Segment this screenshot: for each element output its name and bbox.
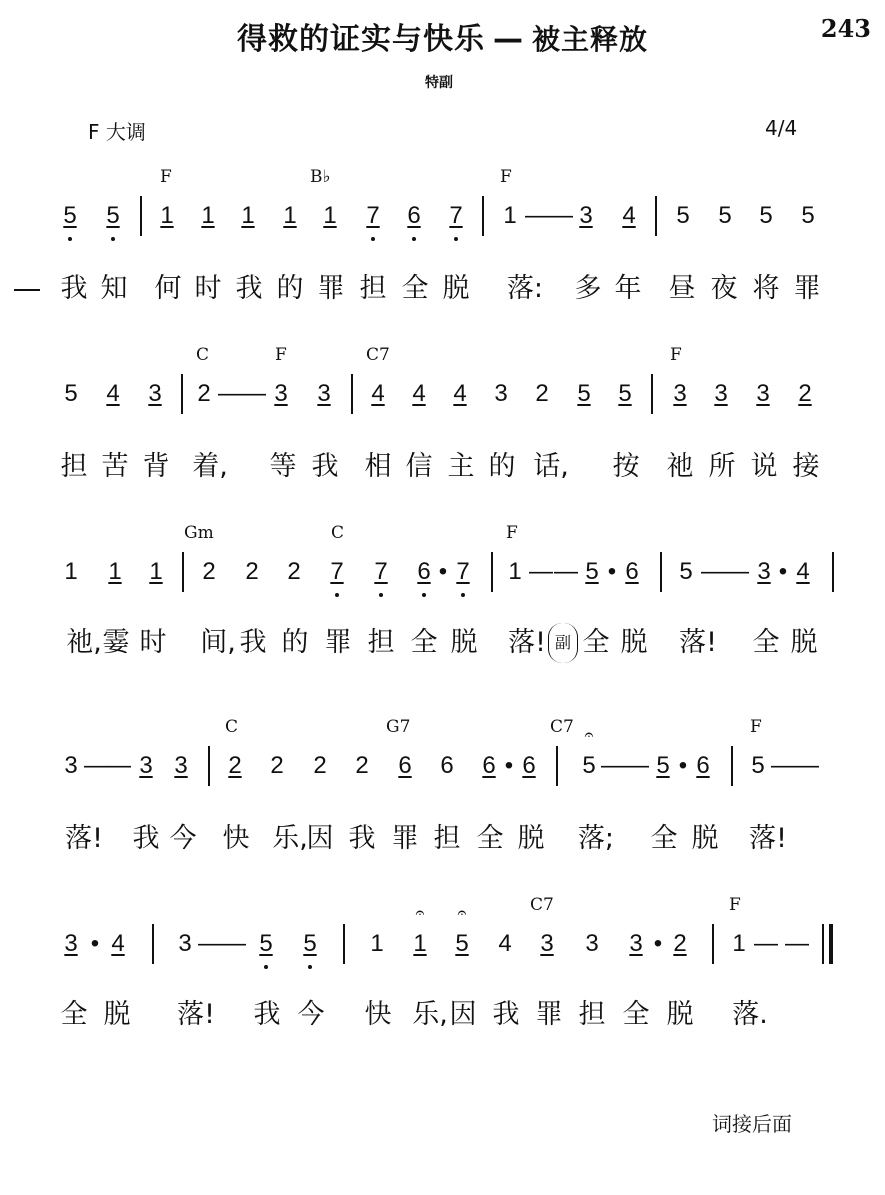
note: 2 (270, 752, 284, 779)
barline (152, 924, 154, 964)
chord-symbol: C7 (550, 717, 574, 737)
lyric: 因 (306, 823, 334, 854)
note: 7 (444, 202, 468, 230)
chord-symbol: C (196, 345, 210, 365)
note: 5 (585, 558, 599, 585)
lyric: 落. (732, 999, 768, 1030)
note: 6 (696, 752, 710, 779)
note: 5 (751, 752, 765, 779)
lyric: 全 (650, 823, 678, 854)
note: 1 (508, 558, 522, 585)
note: 3 (139, 752, 153, 779)
final-barline (829, 924, 833, 964)
barline (482, 196, 484, 236)
note: 3 (178, 930, 192, 957)
lyric: 脱 (666, 999, 694, 1030)
attribution: 特副 (425, 75, 453, 91)
lyric: 话, (533, 451, 569, 482)
lyric: 我 (253, 999, 281, 1030)
lyric: 担 (367, 627, 395, 658)
note: 4 (412, 380, 426, 407)
note: 6 (412, 558, 436, 586)
lyric: 信 (405, 451, 433, 482)
lyric: 着, (192, 451, 228, 482)
note: 2 (197, 380, 211, 407)
lyric: 我 (311, 451, 339, 482)
dot: • (438, 558, 448, 585)
note: 5 (101, 202, 125, 230)
note: 1 (160, 202, 174, 229)
note: 5 (58, 202, 82, 230)
lyric: 乐, (272, 823, 308, 854)
chord-symbol: F (160, 167, 172, 187)
lyric: 年 (614, 273, 642, 304)
note: 5 (718, 202, 732, 229)
lyric: 脱 (517, 823, 545, 854)
final-barline (822, 924, 824, 964)
note: 5 (64, 380, 78, 407)
note: 1 (370, 930, 384, 957)
lyric: 脱 (103, 999, 131, 1030)
chord-symbol: F (750, 717, 762, 737)
note: 7 (361, 202, 385, 230)
lyric: 全 (60, 999, 88, 1030)
lyric: 全 (476, 823, 504, 854)
note: 1 (413, 930, 427, 957)
lyric: 脱 (442, 273, 470, 304)
page-title (0, 14, 885, 58)
note: 2 (798, 380, 812, 407)
note: 4 (371, 380, 385, 407)
note: 1 (149, 558, 163, 585)
lyric: 快 (222, 823, 250, 854)
lyric: 担 (433, 823, 461, 854)
lyric: 主 (447, 451, 475, 482)
chord-symbol: C (225, 717, 239, 737)
lyric: 今 (297, 999, 325, 1030)
barline (651, 374, 653, 414)
lyric: 昼 (668, 273, 696, 304)
lyric: 我 (132, 823, 160, 854)
note: 2 (228, 752, 242, 779)
lyric: 全 (410, 627, 438, 658)
note: 5 (656, 752, 670, 779)
note: 3 (317, 380, 331, 407)
note: 1 (201, 202, 215, 229)
note: 7 (451, 558, 475, 586)
fermata-icon: 𝄐 (415, 903, 425, 922)
song-title: 得救的证实与快乐 (236, 22, 485, 57)
lyric: 担 (359, 273, 387, 304)
note: 3 (756, 380, 770, 407)
note: 4 (453, 380, 467, 407)
barline (351, 374, 353, 414)
barline (655, 196, 657, 236)
note: 6 (482, 752, 496, 779)
note: 3 (148, 380, 162, 407)
chord-symbol: F (729, 895, 741, 915)
barline (712, 924, 714, 964)
lyric: 我 (492, 999, 520, 1030)
note: 4 (622, 202, 636, 229)
dot: • (504, 752, 514, 779)
lyric: 全 (622, 999, 650, 1030)
note: 1 (241, 202, 255, 229)
dash: — (725, 558, 749, 585)
chord-symbol: F (500, 167, 512, 187)
lyric: 苦 (101, 451, 129, 482)
dash: — (84, 752, 108, 779)
note: 5 (298, 930, 322, 958)
chord-symbol: C7 (366, 345, 390, 365)
dash: — (795, 752, 819, 779)
dash: — (198, 930, 222, 957)
dash: — (701, 558, 725, 585)
lyric: 落! (508, 627, 546, 658)
lyric: 将 (752, 273, 780, 304)
note: 2 (245, 558, 259, 585)
lyric: 祂 (666, 451, 694, 482)
lyric: 落: (506, 273, 544, 304)
dash: — (625, 752, 649, 779)
lyric: 落! (679, 627, 717, 658)
lyric: 担 (578, 999, 606, 1030)
lyric: 罪 (793, 273, 821, 304)
note: 3 (757, 558, 771, 585)
barline (181, 374, 183, 414)
note: 5 (676, 202, 690, 229)
lyric: 我 (60, 273, 88, 304)
note: 5 (759, 202, 773, 229)
lyric: 罪 (324, 627, 352, 658)
chord-symbol: F (506, 523, 518, 543)
dash: — (242, 380, 266, 407)
barline (832, 552, 834, 592)
lyric: 快 (364, 999, 392, 1030)
dash: — (601, 752, 625, 779)
barline (343, 924, 345, 964)
note: 3 (274, 380, 288, 407)
barline (731, 746, 733, 786)
barline (140, 196, 142, 236)
lyric: 落! (65, 823, 103, 854)
lyric: 等 (269, 451, 297, 482)
dash: — (549, 202, 573, 229)
note: 2 (313, 752, 327, 779)
note: 3 (494, 380, 508, 407)
lyric: 知 (100, 273, 128, 304)
note: 5 (801, 202, 815, 229)
refrain-marker: 副 (548, 623, 578, 663)
note: 5 (455, 930, 469, 957)
lyric: 落! (749, 823, 787, 854)
note: 1 (64, 558, 78, 585)
lyric: 罪 (317, 273, 345, 304)
note: 1 (503, 202, 517, 229)
note: 7 (325, 558, 349, 586)
note: 6 (402, 202, 426, 230)
lyric: 所 (708, 451, 736, 482)
dash: — (529, 558, 553, 585)
lyric: 落! (177, 999, 215, 1030)
lyric: 的 (281, 627, 309, 658)
note: 2 (355, 752, 369, 779)
note: 3 (579, 202, 593, 229)
lyric: 落; (577, 823, 615, 854)
lyric: 相 (364, 451, 392, 482)
page-number: 243 (820, 14, 871, 43)
note: 3 (64, 930, 78, 957)
note: 6 (522, 752, 536, 779)
lyric: 间, (200, 627, 236, 658)
note: 3 (673, 380, 687, 407)
note: 1 (732, 930, 746, 957)
note: 4 (796, 558, 810, 585)
note: 6 (440, 752, 454, 779)
lyric: 脱 (450, 627, 478, 658)
lyric: 全 (401, 273, 429, 304)
dot: • (653, 930, 663, 957)
note: 1 (283, 202, 297, 229)
note: 2 (673, 930, 687, 957)
note: 4 (106, 380, 120, 407)
barline (208, 746, 210, 786)
note: 1 (323, 202, 337, 229)
barline (182, 552, 184, 592)
lyric: 脱 (620, 627, 648, 658)
note: 6 (625, 558, 639, 585)
note: 3 (714, 380, 728, 407)
note: 2 (535, 380, 549, 407)
note: 3 (174, 752, 188, 779)
chord-symbol: Gm (184, 523, 214, 543)
key-signature: F 大调 (88, 120, 146, 144)
lyric: 的 (276, 273, 304, 304)
lyric: 霎 (102, 627, 130, 658)
dash: — (554, 558, 578, 585)
lyric: 罪 (391, 823, 419, 854)
barline (660, 552, 662, 592)
title-separator: — (492, 22, 524, 57)
note: 6 (398, 752, 412, 779)
time-signature: 4/4 (765, 116, 798, 140)
lyric: 我 (348, 823, 376, 854)
dash: — (525, 202, 549, 229)
lyric: 的 (488, 451, 516, 482)
dot: • (90, 930, 100, 957)
lyric: 脱 (790, 627, 818, 658)
note: 1 (108, 558, 122, 585)
lyric: 全 (582, 627, 610, 658)
lyric: 因 (449, 999, 477, 1030)
dot: • (778, 558, 788, 585)
lyric: 接 (792, 451, 820, 482)
lyric: 夜 (710, 273, 738, 304)
lyric: 多 (574, 273, 602, 304)
song-subtitle: 被主释放 (531, 23, 648, 56)
note: 3 (585, 930, 599, 957)
barline (556, 746, 558, 786)
note: 2 (202, 558, 216, 585)
lyric: 时 (139, 627, 167, 658)
footer-note: 词接后面 (712, 1112, 792, 1136)
barline (491, 552, 493, 592)
lyric: 罪 (535, 999, 563, 1030)
dot: • (678, 752, 688, 779)
lyric: 乐, (412, 999, 448, 1030)
lyric: 祂, (66, 627, 102, 658)
note: 7 (369, 558, 393, 586)
lyric: 今 (169, 823, 197, 854)
note: 5 (618, 380, 632, 407)
lyric: 我 (239, 627, 267, 658)
note: 3 (64, 752, 78, 779)
note: 5 (577, 380, 591, 407)
note: 5 (254, 930, 278, 958)
chord-symbol: B♭ (310, 167, 331, 187)
dash: — (754, 930, 778, 957)
dash: — (218, 380, 242, 407)
dash: — (222, 930, 246, 957)
chord-symbol: C (331, 523, 345, 543)
note: 5 (679, 558, 693, 585)
dash: — (107, 752, 131, 779)
note: 2 (287, 558, 301, 585)
dash: — (785, 930, 809, 957)
fermata-icon: 𝄐 (584, 725, 594, 744)
dash: — (771, 752, 795, 779)
chord-symbol: G7 (386, 717, 411, 737)
note: 3 (540, 930, 554, 957)
lyric: 说 (750, 451, 778, 482)
note: 4 (498, 930, 512, 957)
fermata-icon: 𝄐 (457, 903, 467, 922)
chord-symbol: C7 (530, 895, 554, 915)
note: 5 (582, 752, 596, 779)
chord-symbol: F (670, 345, 682, 365)
note: 4 (111, 930, 125, 957)
dot: • (607, 558, 617, 585)
lyric: 何 (154, 273, 182, 304)
verse-marker (14, 289, 40, 291)
note: 3 (629, 930, 643, 957)
lyric: 我 (235, 273, 263, 304)
chord-symbol: F (275, 345, 287, 365)
lyric: 全 (752, 627, 780, 658)
lyric: 时 (194, 273, 222, 304)
lyric: 按 (612, 451, 640, 482)
lyric: 担 (60, 451, 88, 482)
lyric: 脱 (691, 823, 719, 854)
lyric: 背 (142, 451, 170, 482)
